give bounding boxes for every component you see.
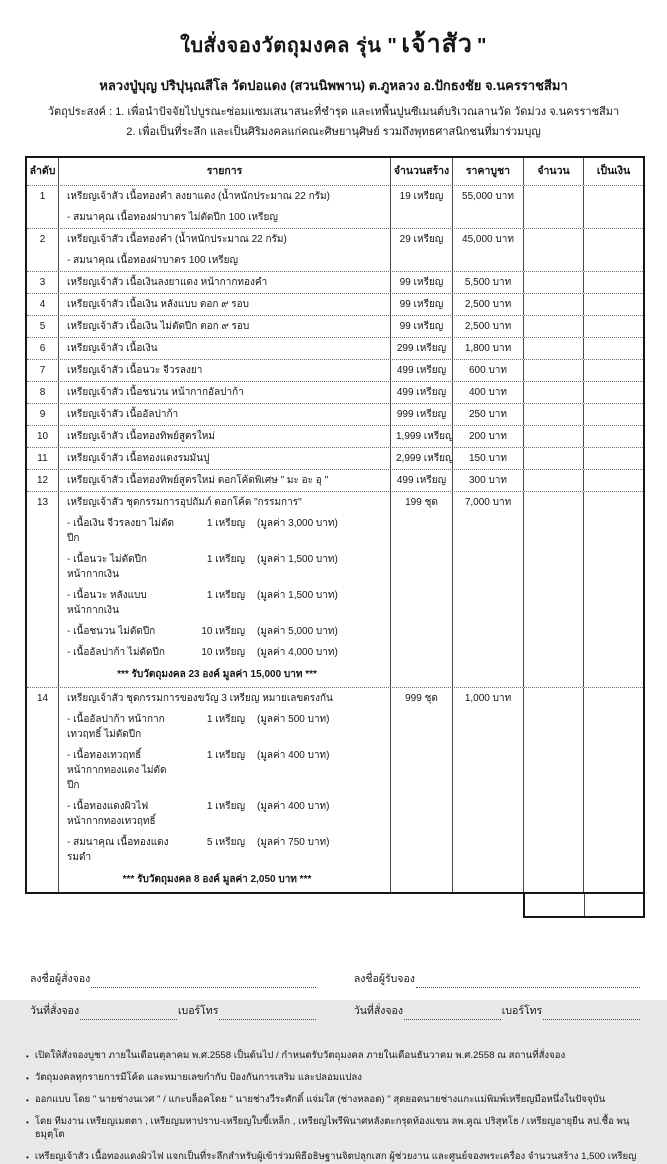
set-item-quantity: 1 เหรียญ — [206, 590, 245, 602]
note-line — [26, 1094, 641, 1107]
set-total-line: *** รับวัตถุมงคล 8 องค์ มูลค่า 2,050 บาท *** — [122, 874, 312, 886]
quantity-made: 29 เหรียญ — [390, 229, 452, 271]
orderer-phone-label: เบอร์โทร — [177, 1005, 219, 1018]
grand-total-box — [523, 894, 645, 918]
grand-total-quantity-cell[interactable] — [525, 894, 584, 916]
order-quantity-cell[interactable] — [523, 426, 583, 447]
set-item-value: (มูลค่า 400 บาท) — [257, 801, 330, 813]
set-item-quantity: 10 เหรียญ — [201, 647, 245, 659]
table-header-row — [27, 158, 643, 185]
col-header-amount: เป็นเงิน — [583, 158, 643, 185]
price: 1,000 บาท — [452, 688, 523, 892]
quantity-made: 19 เหรียญ — [390, 186, 452, 228]
bullet-icon: • — [26, 1096, 29, 1106]
set-item-description: - เนื้อนวะ หลังแบบ หน้ากากเงิน — [67, 590, 147, 617]
set-item-description: - เนื้อชนวน ไม่ตัดปีก — [67, 626, 156, 638]
note-line — [26, 1116, 641, 1142]
set-item — [67, 624, 385, 639]
set-title: เหรียญเจ้าสัว ชุดกรรมการอุปถัมภ์ ตอกโค้ด "กรรมการ" — [67, 497, 302, 509]
quantity-made: 299 เหรียญ — [390, 338, 452, 359]
order-quantity-cell[interactable] — [523, 316, 583, 337]
item-description: เหรียญเจ้าสัว เนื้อเงิน — [58, 338, 390, 359]
orderer-signature-block — [30, 956, 317, 1020]
set-item-quantity: 1 เหรียญ — [206, 750, 245, 762]
set-item-description: - เนื้อนวะ ไม่ตัดปีก หน้ากากเงิน — [67, 554, 147, 581]
set-item — [67, 645, 385, 660]
table-row — [27, 271, 643, 293]
note-text: เปิดให้สั่งจองบูชา ภายในเดือนตุลาคม พ.ศ.2558 เป็นต้นไป / กำหนดรับวัตถุมงคล ภายในเดือนธันวาคม พ.ศ.2558 ณ สถานที่สั่งจอง — [34, 1050, 566, 1062]
amount-cell[interactable] — [583, 688, 643, 892]
amount-cell[interactable] — [583, 492, 643, 687]
note-text: โดย ทีมงาน เหรียญเมตตา , เหรียญมหาปราบ-เหรียญใบขี้เหล็ก , เหรียญไพรีพินาศหลังตะกรุดท้องแขน ลพ.คูณ ปริสุทโธ / เหรียญอายุยืน ลป.ชื้อ พนฺธมุตฺโต — [34, 1116, 630, 1141]
receiver-sign-line[interactable] — [416, 976, 640, 988]
set-item-value: (มูลค่า 500 บาท) — [257, 714, 330, 726]
order-quantity-cell[interactable] — [523, 470, 583, 491]
page-title-suffix: " — [476, 35, 487, 57]
item-description: เหรียญเจ้าสัว เนื้อเงิน ไม่ตัดปีก ตอก ๙ รอบ — [58, 316, 390, 337]
temple-line: หลวงปู่บุญ ปริปุนฺณสีโล วัดปอแดง (สวนนิพพาน) ต.ภูหลวง อ.ปักธงชัย จ.นครราชสีมา — [99, 78, 568, 93]
quantity-made: 99 เหรียญ — [390, 294, 452, 315]
quantity-made: 499 เหรียญ — [390, 470, 452, 491]
amount-cell[interactable] — [583, 338, 643, 359]
item-bonus-line: - สมนาคุณ เนื้อทองฝาบาตร ไม่ตัดปีก 100 เหรียญ — [67, 212, 278, 224]
table-row — [27, 469, 643, 491]
row-number: 7 — [39, 365, 46, 377]
set-item-value: (มูลค่า 750 บาท) — [257, 837, 330, 849]
price: 7,000 บาท — [452, 492, 523, 687]
price: 55,000 บาท — [452, 186, 523, 228]
quantity-made: 99 เหรียญ — [390, 272, 452, 293]
price: 300 บาท — [452, 470, 523, 491]
set-item-description: - เนื้อเงิน จีวรลงยา ไม่ตัดปีก — [67, 518, 175, 545]
receiver-date-line[interactable] — [404, 1008, 501, 1020]
set-item-value: (มูลค่า 1,500 บาท) — [257, 590, 338, 602]
price: 250 บาท — [452, 404, 523, 425]
quantity-made: 1,999 เหรียญ — [390, 426, 452, 447]
item-description: เหรียญเจ้าสัว เนื้อทองทิพย์สูตรใหม่ ตอกโค้ดพิเศษ " มะ อะ อุ " — [58, 470, 390, 491]
table-row-set — [27, 491, 643, 687]
table-row — [27, 359, 643, 381]
set-title: เหรียญเจ้าสัว ชุดกรรมการของขวัญ 3 เหรียญ หมายเลขตรงกัน — [67, 693, 333, 705]
purpose-section — [0, 104, 667, 141]
grand-total-amount-cell[interactable] — [584, 894, 644, 916]
table-row — [27, 228, 643, 271]
order-quantity-cell[interactable] — [523, 688, 583, 892]
set-item-value: (มูลค่า 400 บาท) — [257, 750, 330, 762]
row-number: 3 — [39, 277, 46, 289]
set-item — [67, 748, 385, 793]
orderer-date-line[interactable] — [80, 1008, 177, 1020]
price: 45,000 บาท — [452, 229, 523, 271]
order-quantity-cell[interactable] — [523, 294, 583, 315]
note-text: วัตถุมงคลทุกรายการมีโค้ด และหมายเลขกำกับ ป้องกันการเสริม และปลอมแปลง — [34, 1072, 362, 1084]
amount-cell[interactable] — [583, 470, 643, 491]
set-item-quantity: 5 เหรียญ — [206, 837, 245, 849]
order-quantity-cell[interactable] — [523, 272, 583, 293]
item-description: เหรียญเจ้าสัว เนื้อชนวน หน้ากากอัลปาก้า — [58, 382, 390, 403]
order-table — [25, 156, 645, 894]
purpose-line-1: วัตถุประสงค์ : 1. เพื่อนำปัจจัยไปบูรณะซ่อมแซมเสนาสนะที่ชำรุด และเทพื้นปูนซีเมนต์บริเวณลานวัด วัดม่วง จ.นครราชสีมา — [47, 106, 620, 118]
price: 5,500 บาท — [452, 272, 523, 293]
set-description-cell — [58, 492, 390, 687]
notes-section — [26, 1050, 641, 1164]
table-row — [27, 425, 643, 447]
orderer-date-label: วันที่สั่งจอง — [30, 1005, 80, 1018]
set-item-description: - เนื้อทองเทวฤทธิ์ หน้ากากทองแดง ไม่ตัดปีก — [67, 750, 167, 792]
order-quantity-cell[interactable] — [523, 338, 583, 359]
receiver-phone-line[interactable] — [543, 1008, 640, 1020]
table-row-set — [27, 687, 643, 892]
amount-cell[interactable] — [583, 294, 643, 315]
item-bonus-line: - สมนาคุณ เนื้อทองฝาบาตร 100 เหรียญ — [67, 255, 239, 267]
note-text: ออกแบบ โดย " นายช่างนเวศ " / แกะบล็อคโดย " นายช่างวีระศักดิ์ แจ่มใส (ช่างหลอด) " สุดยอดนายช่างแกะแม่พิมพ์เหรียญมือหนึ่งในปัจจุบัน — [34, 1094, 606, 1106]
note-line — [26, 1050, 641, 1063]
item-description: เหรียญเจ้าสัว เนื้ออัลปาก้า — [58, 404, 390, 425]
col-header-price: ราคาบูชา — [452, 158, 523, 185]
note-line — [26, 1072, 641, 1085]
set-item-description: - เนื้อทองแดงผิวไฟ หน้ากากทองเทวฤทธิ์ — [67, 801, 156, 828]
col-header-index: ลำดับ — [29, 165, 56, 178]
row-number: 14 — [36, 693, 49, 705]
orderer-sign-line[interactable] — [91, 976, 316, 988]
set-item-description: - สมนาคุณ เนื้อทองแดงรมดำ — [67, 837, 169, 864]
table-row — [27, 185, 643, 228]
set-item-value: (มูลค่า 3,000 บาท) — [257, 518, 338, 530]
row-number: 13 — [36, 497, 49, 509]
set-item-value: (มูลค่า 1,500 บาท) — [257, 554, 338, 566]
table-row — [27, 381, 643, 403]
set-item-value: (มูลค่า 4,000 บาท) — [257, 647, 338, 659]
set-total-line: *** รับวัตถุมงคล 23 องค์ มูลค่า 15,000 บาท *** — [117, 669, 317, 681]
set-item — [67, 516, 385, 546]
item-description-cell — [58, 229, 390, 271]
set-item-quantity: 10 เหรียญ — [201, 626, 245, 638]
amount-cell[interactable] — [583, 229, 643, 271]
quantity-made: 499 เหรียญ — [390, 382, 452, 403]
set-description-cell — [58, 688, 390, 892]
set-item — [67, 835, 385, 865]
quantity-made: 99 เหรียญ — [390, 316, 452, 337]
bullet-icon: • — [26, 1074, 29, 1084]
price: 400 บาท — [452, 382, 523, 403]
note-text: เหรียญเจ้าสัว เนื้อทองแดงผิวไฟ แจกเป็นที่ระลึกสำหรับผู้เข้าร่วมพิธีอธิษฐานจิตปลุกเสก ผู้ช่วยงาน และศูนย์จองพระเครื่อง จำนวนสร้าง 1,500 เหรียญ — [34, 1151, 637, 1163]
table-row — [27, 447, 643, 469]
set-item — [67, 552, 385, 582]
series-name: เจ้าสัว — [401, 30, 473, 58]
bullet-icon: • — [26, 1153, 29, 1163]
row-number: 12 — [36, 475, 49, 487]
price: 600 บาท — [452, 360, 523, 381]
receiver-signature-block — [354, 956, 641, 1020]
amount-cell[interactable] — [583, 426, 643, 447]
item-description: เหรียญเจ้าสัว เนื้อเงินลงยาแดง หน้ากากทองคำ — [58, 272, 390, 293]
price: 2,500 บาท — [452, 294, 523, 315]
quantity-made: 999 ชุด — [390, 688, 452, 892]
amount-cell[interactable] — [583, 382, 643, 403]
item-description-cell — [58, 186, 390, 228]
bullet-icon: • — [26, 1052, 29, 1062]
col-header-order-qty: จำนวน — [523, 158, 583, 185]
quantity-made: 199 ชุด — [390, 492, 452, 687]
set-item-description: - เนื้ออัลปาก้า หน้ากากเทวฤทธิ์ ไม่ตัดปีก — [67, 714, 165, 741]
order-quantity-cell[interactable] — [523, 229, 583, 271]
row-number: 4 — [39, 299, 46, 311]
price: 200 บาท — [452, 426, 523, 447]
row-number: 5 — [39, 321, 46, 333]
price: 1,800 บาท — [452, 338, 523, 359]
receiver-phone-label: เบอร์โทร — [501, 1005, 543, 1018]
purpose-line-2: 2. เพื่อเป็นที่ระลึก และเป็นศิริมงคลแก่คณะศิษยานุศิษย์ รวมถึงพุทธศาสนิกชนที่มาร่วมบุญ — [126, 125, 541, 138]
table-row — [27, 293, 643, 315]
item-description: เหรียญเจ้าสัว เนื้อทองทิพย์สูตรใหม่ — [58, 426, 390, 447]
row-number: 1 — [39, 191, 46, 203]
item-description: เหรียญเจ้าสัว เนื้อทองคำ (น้ำหนักประมาณ 22 กรัม) — [67, 234, 287, 246]
set-item — [67, 588, 385, 618]
item-description: เหรียญเจ้าสัว เนื้อเงิน หลังแบบ ตอก ๙ รอบ — [58, 294, 390, 315]
quantity-made: 499 เหรียญ — [390, 360, 452, 381]
set-item — [67, 799, 385, 829]
quantity-made: 2,999 เหรียญ — [390, 448, 452, 469]
row-number: 9 — [39, 409, 46, 421]
order-quantity-cell[interactable] — [523, 360, 583, 381]
amount-cell[interactable] — [583, 186, 643, 228]
col-header-item: รายการ — [58, 158, 390, 185]
item-description: เหรียญเจ้าสัว เนื้อทองแดงรมมันปู — [58, 448, 390, 469]
col-header-qty-made: จำนวนสร้าง — [390, 158, 452, 185]
price: 150 บาท — [452, 448, 523, 469]
orderer-sign-label: ลงชื่อผู้สั่งจอง — [30, 973, 91, 986]
page-title-prefix: ใบสั่งจองวัตถุมงคล รุ่น " — [180, 35, 398, 57]
order-quantity-cell[interactable] — [523, 404, 583, 425]
quantity-made: 999 เหรียญ — [390, 404, 452, 425]
table-row — [27, 337, 643, 359]
set-item — [67, 712, 385, 742]
price: 2,500 บาท — [452, 316, 523, 337]
amount-cell[interactable] — [583, 272, 643, 293]
signature-section — [30, 956, 641, 1020]
set-item-quantity: 1 เหรียญ — [206, 714, 245, 726]
amount-cell[interactable] — [583, 316, 643, 337]
order-quantity-cell[interactable] — [523, 492, 583, 687]
table-row — [27, 315, 643, 337]
order-quantity-cell[interactable] — [523, 186, 583, 228]
order-quantity-cell[interactable] — [523, 448, 583, 469]
note-line — [26, 1151, 641, 1164]
order-quantity-cell[interactable] — [523, 382, 583, 403]
item-description: เหรียญเจ้าสัว เนื้อทองคำ ลงยาแดง (น้ำหนักประมาณ 22 กรัม) — [67, 191, 330, 203]
row-number: 10 — [36, 431, 49, 443]
receiver-date-label: วันที่สั่งจอง — [353, 1005, 403, 1018]
orderer-phone-line[interactable] — [219, 1008, 316, 1020]
page-title — [0, 0, 667, 64]
amount-cell[interactable] — [583, 404, 643, 425]
set-item-description: - เนื้ออัลปาก้า ไม่ตัดปีก — [67, 647, 165, 659]
table-row — [27, 403, 643, 425]
set-item-quantity: 1 เหรียญ — [206, 801, 245, 813]
set-item-quantity: 1 เหรียญ — [206, 518, 245, 530]
set-item-quantity: 1 เหรียญ — [206, 554, 245, 566]
row-number: 2 — [39, 234, 46, 246]
row-number: 8 — [39, 387, 46, 399]
row-number: 11 — [37, 453, 48, 465]
amount-cell[interactable] — [583, 360, 643, 381]
row-number: 6 — [39, 343, 46, 355]
bullet-icon: • — [26, 1118, 29, 1128]
set-item-value: (มูลค่า 5,000 บาท) — [257, 626, 338, 638]
receiver-sign-label: ลงชื่อผู้รับจอง — [353, 973, 415, 986]
amount-cell[interactable] — [583, 448, 643, 469]
item-description: เหรียญเจ้าสัว เนื้อนวะ จีวรลงยา — [58, 360, 390, 381]
